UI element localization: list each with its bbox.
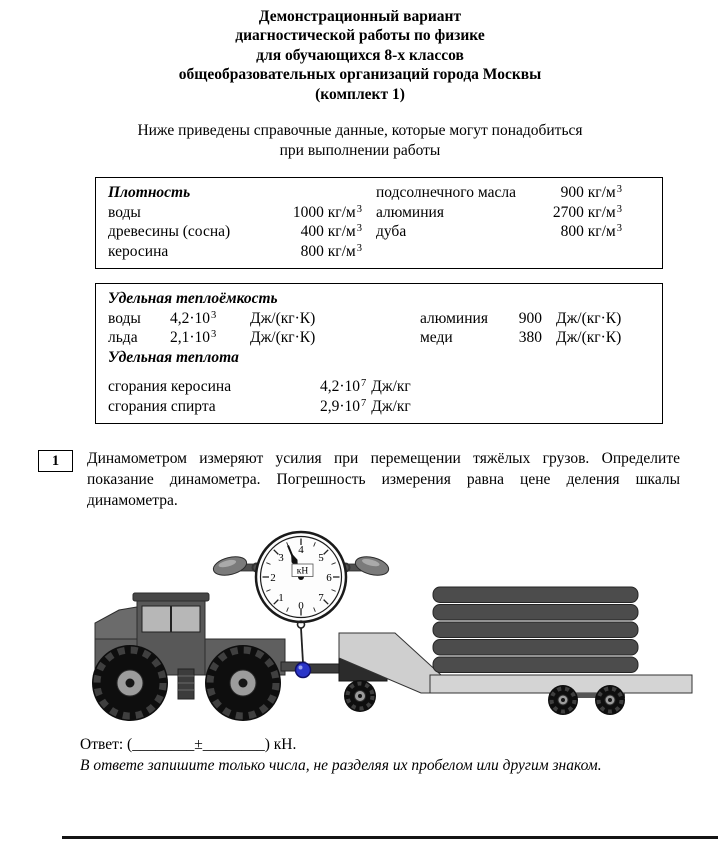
trailer-wheel-right (595, 685, 625, 715)
density-value (266, 242, 362, 262)
heat-capacity-grid (108, 309, 650, 348)
tractor-ladder (178, 669, 194, 699)
heat-unit: Дж/кг (371, 378, 411, 396)
page-bottom-rule (62, 836, 718, 839)
value-sup: 3 (356, 203, 362, 215)
value-base: 2,1·10 (170, 329, 211, 347)
plus-minus-sign: ± (194, 736, 203, 754)
value-base: 800 кг/м (560, 223, 616, 241)
coupling-ball (296, 663, 311, 678)
heat-unit: Дж/кг (371, 397, 411, 415)
svg-text:0: 0 (298, 600, 304, 613)
question-number: 1 (38, 450, 73, 472)
heat-value: 380 (518, 329, 542, 347)
heat-label: алюминия (420, 309, 488, 327)
answer-prefix: Ответ: ( (80, 736, 133, 754)
title-line: для обучающихся 8-х классов (256, 46, 464, 64)
title-line: (комплект 1) (315, 85, 405, 103)
value-base: 400 кг/м (300, 223, 356, 241)
answer-blank-2: ________ (202, 736, 265, 754)
spacer (362, 183, 376, 203)
svg-text:3: 3 (278, 552, 284, 565)
svg-text:2: 2 (270, 572, 276, 585)
value-sup: 3 (616, 184, 622, 196)
answer-line (80, 736, 720, 754)
svg-text:4: 4 (298, 544, 304, 557)
heat-unit: Дж/(кг·К) (250, 329, 316, 347)
heat-label: меди (420, 329, 453, 347)
dynamometer-handle-left (211, 554, 248, 579)
value-sup: 3 (211, 309, 217, 321)
cell-empty (266, 183, 362, 203)
heat-capacity-heading: Удельная теплоёмкость (108, 290, 278, 308)
question-text: Динамометром измеряют усилия при перемещении тяжёлых грузов. Определите показание динамометра. Погрешность измерения равна цене деления шкалы динамометра. (87, 450, 680, 510)
intro-text (0, 121, 720, 160)
dynamometer-handle-right (353, 554, 390, 579)
heat-value (320, 397, 650, 417)
value-sup: 3 (356, 242, 362, 254)
answer-blank-1: ________ (132, 736, 195, 754)
density-label: подсолнечного масла (376, 184, 516, 202)
intro-line: Ниже приведены справочные данные, которые могут понадобиться (137, 122, 583, 140)
density-grid (108, 183, 650, 261)
density-label: воды (108, 203, 141, 221)
density-label: древесины (сосна) (108, 223, 231, 241)
heat-table (95, 283, 663, 424)
cargo-stack (433, 587, 638, 673)
heat-combustion-grid (108, 377, 650, 416)
heat-label: воды (108, 309, 141, 327)
density-value (526, 222, 622, 242)
value-base: 2700 кг/м (552, 203, 616, 221)
heat-value (170, 328, 250, 348)
heat-combustion-heading: Удельная теплота (108, 348, 239, 366)
density-label: керосина (108, 242, 169, 260)
tractor-roof (133, 593, 209, 601)
document-title (0, 0, 720, 104)
dolly-wheel (344, 680, 376, 712)
density-value (266, 203, 362, 223)
spacer (362, 222, 376, 242)
value-base: 800 кг/м (300, 242, 356, 260)
title-line: диагностической работы по физике (235, 27, 485, 45)
problem-figure (45, 511, 705, 727)
heat-value: 900 (518, 309, 542, 327)
cell-empty (526, 242, 622, 262)
figure-area (0, 511, 720, 729)
value-sup: 7 (361, 397, 367, 409)
answer-suffix: ) кН. (264, 736, 297, 754)
value-base: 2,9·10 (320, 397, 361, 415)
density-value (526, 203, 622, 223)
cell-empty (376, 242, 526, 262)
heat-label: сгорания спирта (108, 397, 216, 415)
trailer (307, 587, 692, 715)
density-label: дуба (376, 223, 407, 241)
heat-unit: Дж/(кг·К) (250, 309, 316, 327)
density-table (95, 177, 663, 269)
value-base: 4,2·10 (320, 378, 361, 396)
heat-label: сгорания керосина (108, 378, 232, 396)
value-base: 900 кг/м (560, 184, 616, 202)
svg-text:7: 7 (318, 592, 324, 605)
density-value (266, 222, 362, 242)
trailer-wheel-left (548, 685, 578, 715)
heat-unit: Дж/(кг·К) (556, 329, 622, 347)
value-base: 1000 кг/м (292, 203, 356, 221)
answer-note: В ответе запишите только числа, не разделяя их пробелом или другим знаком. (80, 757, 602, 775)
title-line: общеобразовательных организаций города Москвы (178, 66, 542, 84)
heat-value (170, 309, 250, 329)
density-value (526, 183, 622, 203)
tractor-wheel-front (92, 645, 168, 721)
svg-text:5: 5 (318, 552, 324, 565)
question-block (38, 448, 680, 511)
svg-text:1: 1 (278, 592, 284, 605)
tractor-wheel-rear (205, 645, 281, 721)
svg-text:6: 6 (326, 572, 332, 585)
value-sup: 3 (616, 203, 622, 215)
value-base: 4,2·10 (170, 309, 211, 327)
density-heading: Плотность (108, 184, 191, 202)
title-line: Демонстрационный вариант (258, 8, 462, 25)
heat-label: льда (108, 329, 138, 347)
tractor-hood (95, 607, 137, 639)
heat-value (320, 377, 650, 397)
dial-unit-label: кН (296, 566, 309, 577)
density-label: алюминия (376, 203, 444, 221)
value-sup: 7 (361, 378, 367, 390)
value-sup: 3 (356, 223, 362, 235)
spacer (362, 203, 376, 223)
value-sup: 3 (211, 329, 217, 341)
dynamometer-cord (301, 628, 303, 663)
heat-unit: Дж/(кг·К) (556, 309, 622, 327)
spacer (362, 242, 376, 262)
intro-line: при выполнении работы (279, 141, 441, 159)
value-sup: 3 (616, 223, 622, 235)
